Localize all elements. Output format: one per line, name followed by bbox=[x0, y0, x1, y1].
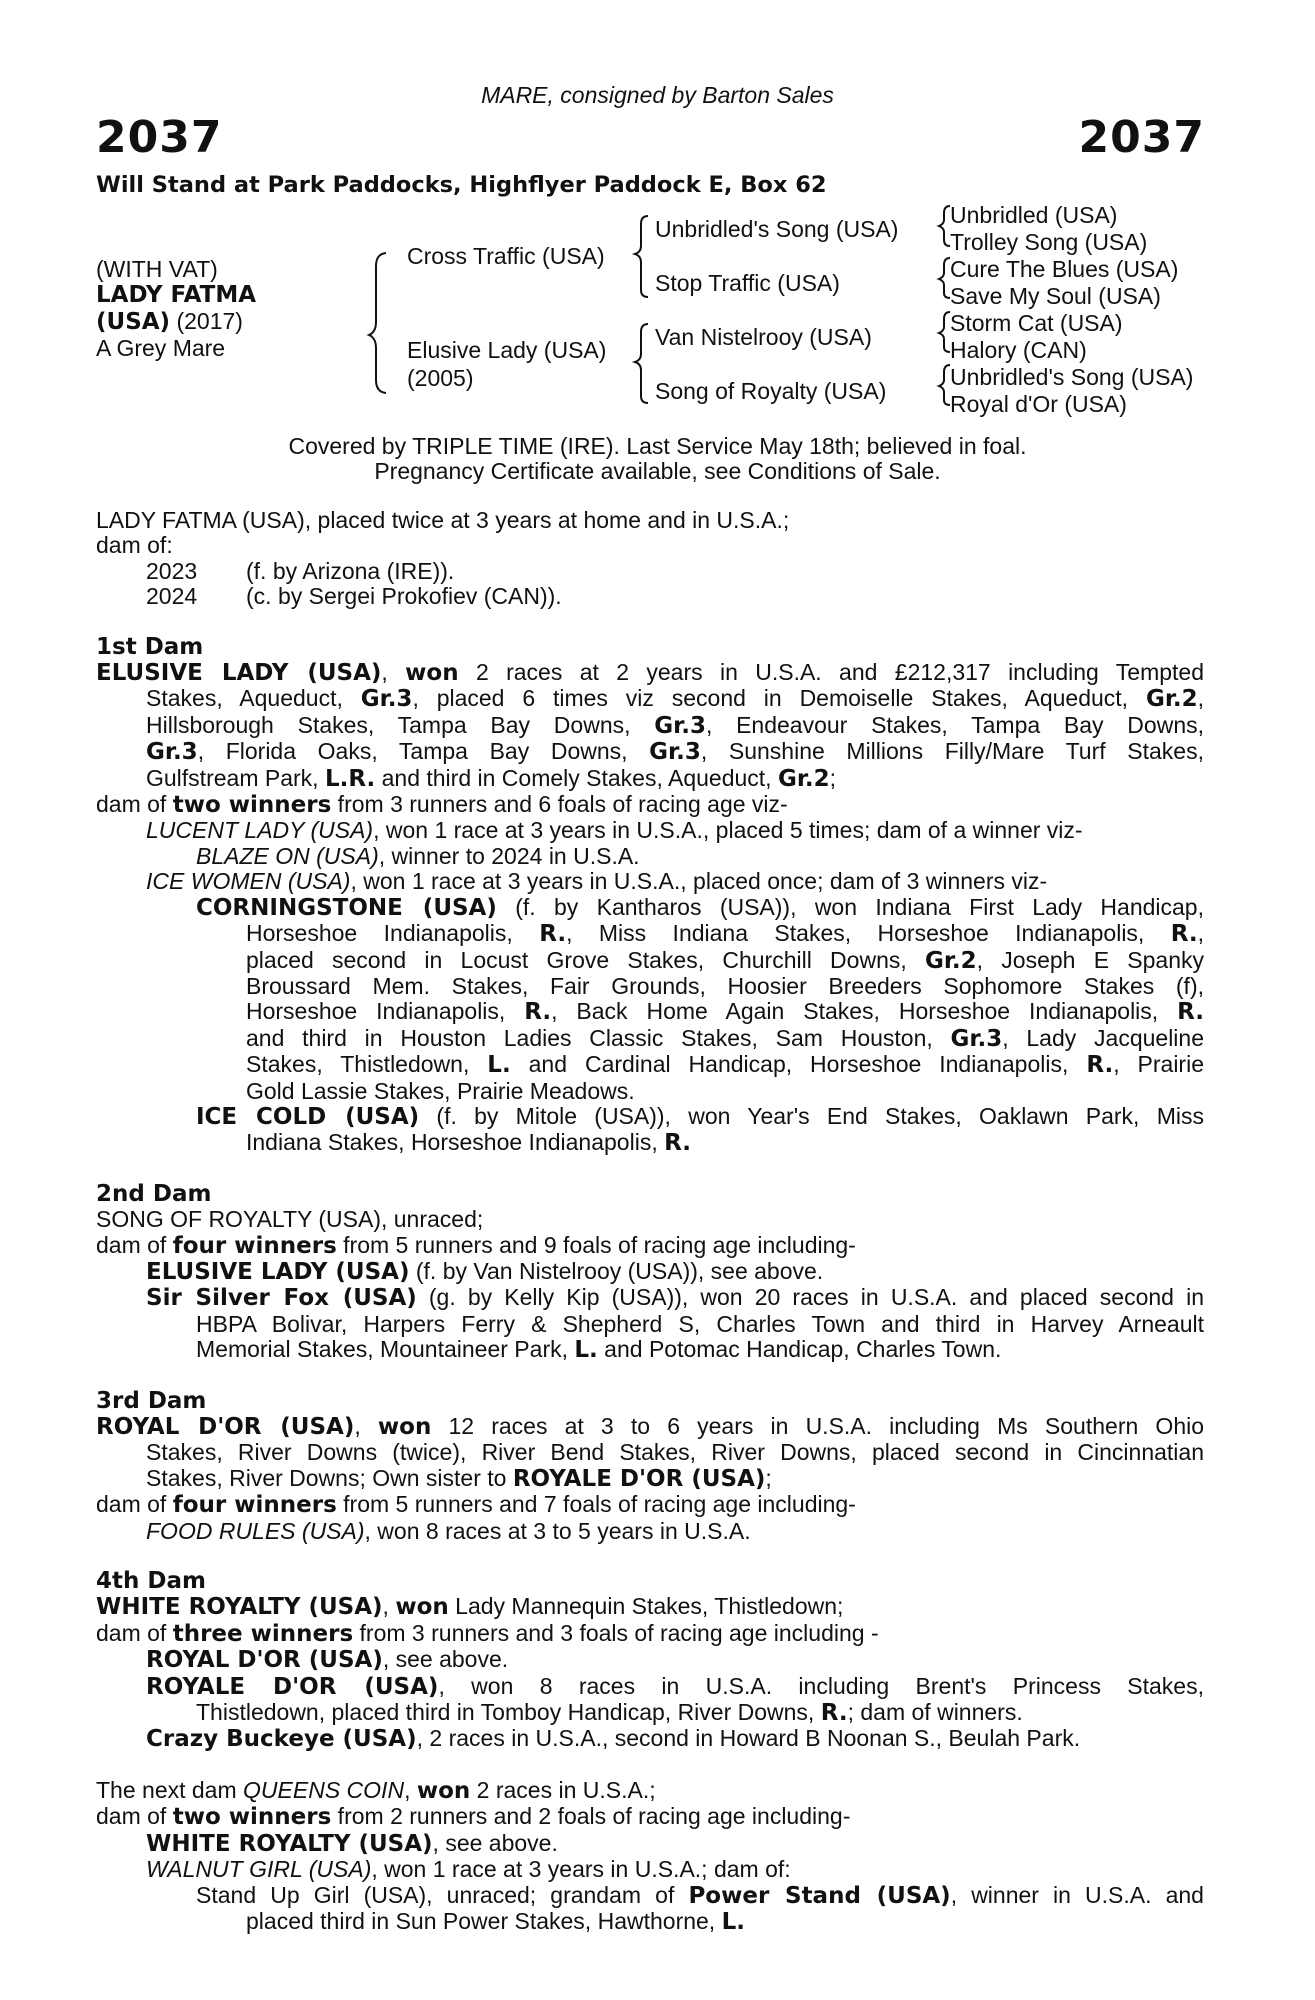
stand-location: Will Stand at Park Paddocks, Highflyer Paddock E, Box 62 bbox=[96, 172, 827, 198]
second-dam-heading: 2nd Dam bbox=[96, 1180, 212, 1207]
third-dam-line-1: ROYAL D'OR (USA), won 12 races at 3 to 6 years in U.S.A. including Ms Southern Ohio bbox=[96, 1413, 1205, 1440]
first-dam-produce: dam of two winners from 3 runners and 6 foals of racing age viz- bbox=[96, 791, 788, 819]
corningstone-line-6: and third in Houston Ladies Classic Stakes, Sam Houston, Gr.3, Lady Jacqueline bbox=[246, 1024, 1205, 1052]
fourth-dam-line-1: WHITE ROYALTY (USA), won Lady Mannequin Stakes, Thistledown; bbox=[96, 1593, 844, 1621]
consignor-subtitle: MARE, consigned by Barton Sales bbox=[481, 82, 834, 108]
produce-text: (c. by Sergei Prokofiev (CAN)). bbox=[246, 583, 562, 610]
brace-ds bbox=[939, 312, 950, 352]
lot-number-left: 2037 bbox=[96, 112, 223, 163]
dam-sire-dam: Halory (CAN) bbox=[950, 337, 1087, 363]
sire-sire-sire: Unbridled (USA) bbox=[950, 202, 1118, 228]
crazy-buckeye: Crazy Buckeye (USA), 2 races in U.S.A., second in Howard B Noonan S., Beulah Park. bbox=[146, 1725, 1081, 1753]
corningstone-line-1: CORNINGSTONE (USA) (f. by Kantharos (USA)), won Indiana First Lady Handicap, bbox=[196, 893, 1204, 921]
brace-sire bbox=[635, 216, 648, 297]
vat-note: (WITH VAT) bbox=[96, 256, 218, 282]
first-dam-line-2: Stakes, Aqueduct, Gr.3, placed 6 times viz second in Demoiselle Stakes, Aqueduct, Gr.2, bbox=[146, 685, 1205, 713]
ice-women: ICE WOMEN (USA), won 1 race at 3 years in U.S.A., placed once; dam of 3 winners viz- bbox=[146, 868, 1048, 895]
dam-sire-sire: Storm Cat (USA) bbox=[950, 310, 1123, 336]
first-dam-line-1: ELUSIVE LADY (USA), won 2 races at 2 years in U.S.A. and £212,317 including Tempted bbox=[96, 659, 1205, 687]
lucent-lady: LUCENT LADY (USA), won 1 race at 3 years in U.S.A., placed 5 times; dam of a winner viz- bbox=[146, 817, 1083, 844]
brace-dam bbox=[635, 324, 648, 403]
walnut-girl: WALNUT GIRL (USA), won 1 race at 3 years in U.S.A.; dam of: bbox=[146, 1856, 791, 1883]
produce-text: (f. by Arizona (IRE)). bbox=[246, 557, 455, 584]
sire-dam: Stop Traffic (USA) bbox=[655, 270, 840, 296]
sir-silver-fox-line-3: Memorial Stakes, Mountaineer Park, L. and Potomac Handicap, Charles Town. bbox=[196, 1336, 1002, 1364]
third-dam-heading: 3rd Dam bbox=[96, 1387, 207, 1414]
corningstone-line-8: Gold Lassie Stakes, Prairie Meadows. bbox=[246, 1077, 635, 1104]
pedigree-braces bbox=[0, 0, 1315, 420]
horse-country: (USA) bbox=[96, 309, 171, 335]
second-dam-produce: dam of four winners from 5 runners and 9 foals of racing age including- bbox=[96, 1231, 856, 1259]
ice-cold-line-2: Indiana Stakes, Horseshoe Indianapolis, R. bbox=[246, 1129, 691, 1157]
second-dam-line-1: SONG OF ROYALTY (USA), unraced; bbox=[96, 1206, 484, 1233]
fourth-dam-produce: dam of three winners from 3 runners and 3 foals of racing age including - bbox=[96, 1619, 879, 1647]
dam-dam-dam: Royal d'Or (USA) bbox=[950, 391, 1127, 417]
covered-note bbox=[0, 434, 1315, 485]
brace-sd bbox=[939, 258, 950, 298]
produce-year: 2024 bbox=[146, 583, 198, 610]
sire-sire: Unbridled's Song (USA) bbox=[655, 216, 899, 242]
first-dam-line-4: Gr.3, Florida Oaks, Tampa Bay Downs, Gr.3, Sunshine Millions Filly/Mare Turf Stakes, bbox=[146, 738, 1204, 766]
dam-year: (2005) bbox=[407, 365, 474, 391]
third-dam-line-3: Stakes, River Downs; Own sister to ROYALE D'OR (USA); bbox=[146, 1464, 772, 1492]
next-dam-line-1: The next dam QUEENS COIN, won 2 races in U.S.A.; bbox=[96, 1776, 656, 1804]
brace-main bbox=[369, 253, 386, 393]
blaze-on: BLAZE ON (USA), winner to 2024 in U.S.A. bbox=[196, 842, 640, 869]
ice-cold-line-1: ICE COLD (USA) (f. by Mitole (USA)), won Year's End Stakes, Oaklawn Park, Miss bbox=[196, 1102, 1204, 1130]
corningstone-line-7: Stakes, Thistledown, L. and Cardinal Handicap, Horseshoe Indianapolis, R., Prairie bbox=[246, 1051, 1204, 1079]
sire-dam-sire: Cure The Blues (USA) bbox=[950, 256, 1179, 282]
next-dam-produce: dam of two winners from 2 runners and 2 foals of racing age including- bbox=[96, 1803, 851, 1831]
covered-line-2: Pregnancy Certificate available, see Conditions of Sale. bbox=[374, 458, 941, 485]
fourth-dam-heading: 4th Dam bbox=[96, 1568, 206, 1595]
white-royalty-ref: WHITE ROYALTY (USA), see above. bbox=[146, 1829, 558, 1857]
dam-name: ELUSIVE LADY (USA) bbox=[96, 660, 382, 687]
royale-dor-line-2: Thistledown, placed third in Tomboy Handicap, River Downs, R.; dam of winners. bbox=[196, 1699, 1023, 1727]
covered-line-1: Covered by TRIPLE TIME (IRE). Last Service May 18th; believed in foal. bbox=[288, 433, 1027, 459]
elusive-lady-ref: ELUSIVE LADY (USA) (f. by Van Nistelrooy (USA)), see above. bbox=[146, 1257, 824, 1285]
corningstone-line-2: Horseshoe Indianapolis, R., Miss Indiana Stakes, Horseshoe Indianapolis, R., bbox=[246, 920, 1204, 948]
produce-year: 2023 bbox=[146, 557, 198, 584]
sire-sire-dam: Trolley Song (USA) bbox=[950, 229, 1148, 255]
won-label: won bbox=[405, 660, 459, 687]
stand-up-girl-line-2: placed third in Sun Power Stakes, Hawthorne, L. bbox=[246, 1907, 745, 1935]
corningstone-line-4: Broussard Mem. Stakes, Fair Grounds, Hoosier Breeders Sophomore Stakes (f), bbox=[246, 972, 1204, 999]
third-dam-produce: dam of four winners from 5 runners and 7 foals of racing age including- bbox=[96, 1491, 856, 1519]
dam-sire: Van Nistelrooy (USA) bbox=[655, 324, 872, 350]
sir-silver-fox-line-2: HBPA Bolivar, Harpers Ferry & Shepherd S, Charles Town and third in Harvey Arneault bbox=[196, 1310, 1204, 1337]
royale-dor-line-1: ROYALE D'OR (USA), won 8 races in U.S.A. including Brent's Princess Stakes, bbox=[146, 1672, 1204, 1700]
third-dam-line-2: Stakes, River Downs (twice), River Bend Stakes, River Downs, placed second in Cincinnatian bbox=[146, 1439, 1204, 1466]
food-rules: FOOD RULES (USA), won 8 races at 3 to 5 years in U.S.A. bbox=[146, 1517, 751, 1544]
sir-silver-fox-line-1: Sir Silver Fox (USA) (g. by Kelly Kip (USA)), won 20 races in U.S.A. and placed second in bbox=[146, 1284, 1204, 1312]
corningstone-line-5: Horseshoe Indianapolis, R., Back Home Again Stakes, Horseshoe Indianapolis, R. bbox=[246, 998, 1204, 1026]
produce-line-1: LADY FATMA (USA), placed twice at 3 years at home and in U.S.A.; bbox=[96, 507, 790, 533]
first-dam-line-3: Hillsborough Stakes, Tampa Bay Downs, Gr.3, Endeavour Stakes, Tampa Bay Downs, bbox=[146, 711, 1204, 739]
produce-line-2: dam of: bbox=[96, 532, 173, 559]
brace-dd bbox=[939, 365, 950, 405]
corningstone-line-3: placed second in Locust Grove Stakes, Churchill Downs, Gr.2, Joseph E Spanky bbox=[246, 946, 1204, 974]
horse-name: LADY FATMA bbox=[96, 282, 257, 308]
text: 2 races at 2 years in U.S.A. and £212,317 including Tempted bbox=[458, 659, 1205, 686]
dam-dam: Song of Royalty (USA) bbox=[655, 378, 887, 404]
stand-up-girl-line-1: Stand Up Girl (USA), unraced; grandam of Power Stand (USA), winner in U.S.A. and bbox=[196, 1881, 1204, 1909]
catalogue-body bbox=[96, 508, 1204, 1935]
produce-2023 bbox=[96, 559, 1204, 584]
dam-dam-sire: Unbridled's Song (USA) bbox=[950, 364, 1194, 390]
horse-description: A Grey Mare bbox=[96, 335, 226, 361]
royal-dor-ref: ROYAL D'OR (USA), see above. bbox=[146, 1646, 509, 1674]
first-dam-heading: 1st Dam bbox=[96, 633, 204, 660]
lot-number-right: 2037 bbox=[1078, 112, 1205, 163]
dam: Elusive Lady (USA) bbox=[407, 337, 607, 363]
horse-year: (2017) bbox=[170, 308, 243, 334]
sire: Cross Traffic (USA) bbox=[407, 243, 605, 269]
first-dam-line-5: Gulfstream Park, L.R. and third in Comely Stakes, Aqueduct, Gr.2; bbox=[146, 764, 837, 792]
produce-2024 bbox=[96, 584, 1204, 609]
sire-dam-dam: Save My Soul (USA) bbox=[950, 283, 1161, 309]
brace-ss bbox=[939, 206, 950, 246]
